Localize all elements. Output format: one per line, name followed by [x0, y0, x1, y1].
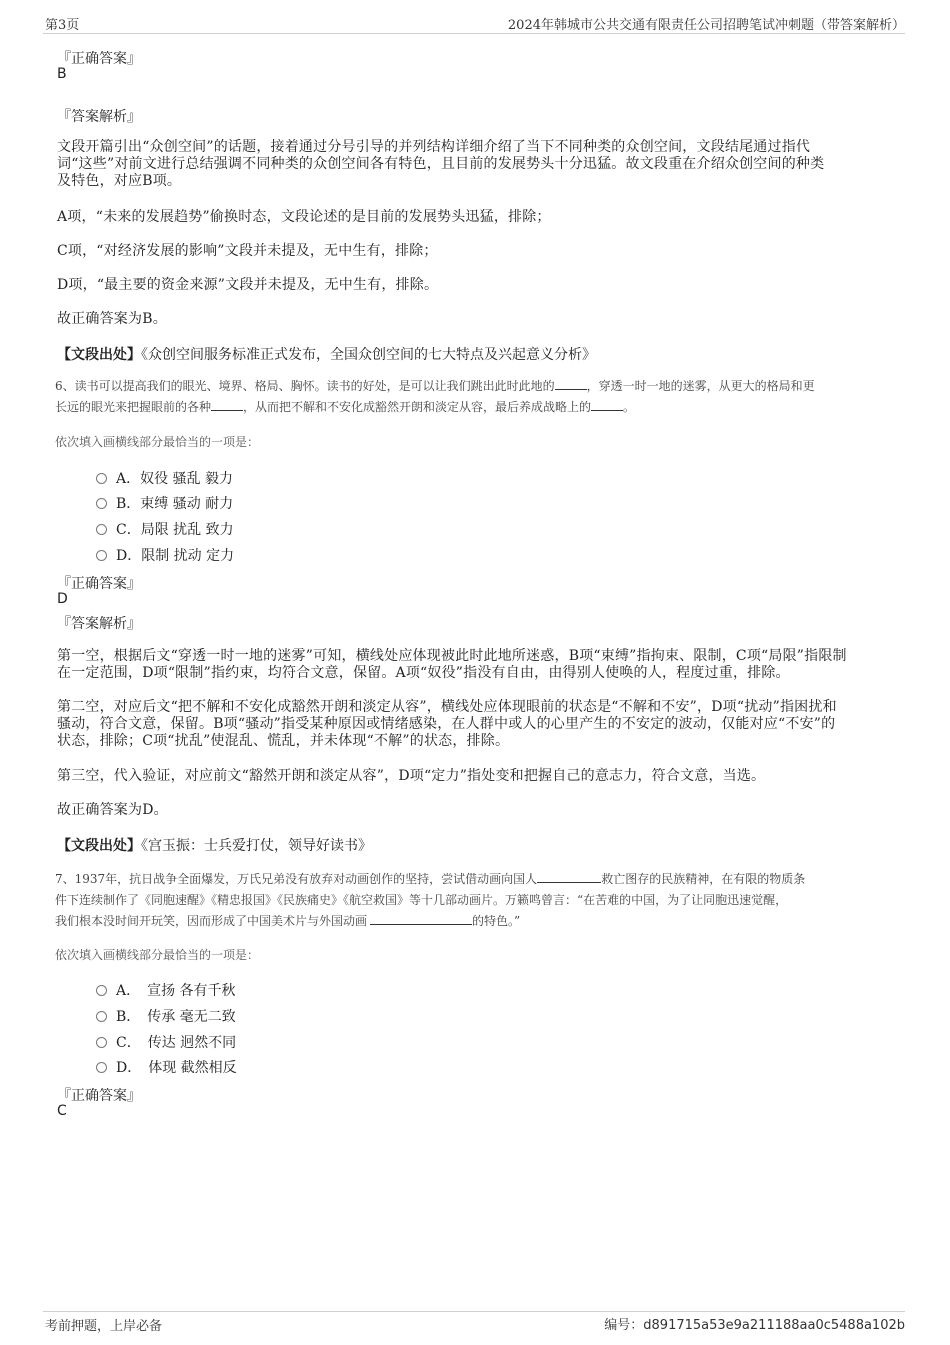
fill-blank	[537, 870, 601, 883]
question-6-hint: 依次填入画横线部分最恰当的一项是：	[55, 435, 260, 449]
source-line	[57, 344, 596, 364]
question-line: 7、1937年，抗日战争全面爆发，万氏兄弟没有放弃对动画创作的坚持，尝试借动画向国人 救亡图存的民族精神，在有限的物质条	[55, 872, 806, 886]
radio-icon[interactable]	[96, 498, 107, 509]
analysis-line: 第二空，对应后文“把不解和不安化成豁然开朗和淡定从容”，横线处应体现眼前的状态是“不解和不安”，D项“扰动”指困扰和	[57, 699, 837, 715]
answer-value: D	[57, 591, 68, 607]
source-label: 【文段出处】	[57, 838, 141, 854]
conclusion: 故正确答案为D。	[57, 802, 168, 818]
answer-value: C	[57, 1103, 67, 1119]
option-a-analysis: A项，“未来的发展趋势”偷换时态，文段论述的是目前的发展势头迅猛，排除；	[57, 209, 551, 225]
analysis-line: 文段开篇引出“众创空间”的话题，接着通过分号引导的并列结构详细介绍了当下不同种类的众创空间，文段结尾通过指代	[57, 139, 811, 155]
analysis-paragraph	[57, 648, 895, 682]
source-text: 《宫玉振：士兵爱打仗，领导好读书》	[141, 838, 372, 854]
radio-icon[interactable]	[96, 524, 107, 535]
answer-value: B	[57, 66, 67, 82]
option-label: A．奴役 骚乱 毅力	[116, 471, 234, 487]
radio-icon[interactable]	[96, 1062, 107, 1073]
analysis-line: 骚动，符合文意，保留。B项“骚动”指受某种原因或情绪感染，在人群中或人的心里产生的不安定的波动，仅能对应“不安”的	[57, 716, 836, 732]
document-title: 2024年韩城市公共交通有限责任公司招聘笔试冲刺题（带答案解析）	[507, 18, 905, 33]
question-7-stem	[55, 869, 905, 932]
q6-option-a[interactable]	[96, 468, 233, 488]
question-line: 6、读书可以提高我们的眼光、境界、格局、胸怀。读书的好处，是可以让我们跳出此时此地的 ，穿透一时一地的迷雾，从更大的格局和更	[55, 379, 815, 393]
answer-label: 『正确答案』	[57, 51, 141, 67]
q7-option-d[interactable]	[96, 1057, 237, 1077]
analysis-line: 及特色，对应B项。	[57, 173, 182, 189]
fill-blank	[370, 912, 472, 925]
option-label: D．限制 扰动 定力	[116, 548, 235, 564]
analysis-paragraph	[57, 139, 895, 190]
analysis-label: 『答案解析』	[57, 616, 141, 632]
radio-icon[interactable]	[96, 985, 107, 996]
answer-label: 『正确答案』	[57, 576, 141, 592]
fill-blank	[555, 377, 587, 390]
radio-icon[interactable]	[96, 1011, 107, 1022]
question-line: 我们根本没时间开玩笑，因而形成了中国美术片与外国动画 的特色。”	[55, 914, 521, 928]
analysis-line: 第一空，根据后文“穿透一时一地的迷雾”可知，横线处应体现被此时此地所迷惑，B项“束缚”指拘束、限制，C项“局限”指限制	[57, 648, 847, 664]
footer-divider	[43, 1311, 905, 1312]
q7-option-c[interactable]	[96, 1032, 236, 1052]
option-label: A． 宣扬 各有千秋	[116, 983, 236, 999]
question-line: 长远的眼光来把握眼前的各种 ，从而把不解和不安化成豁然开朗和淡定从容，最后养成战略上的 。	[55, 400, 636, 414]
footer-slogan: 考前押题，上岸必备	[45, 1319, 163, 1334]
source-line	[57, 835, 372, 855]
page-number: 第3页	[45, 18, 80, 33]
code-label: 编号：	[604, 1318, 644, 1333]
document-code	[604, 1314, 905, 1333]
q7-option-a[interactable]	[96, 980, 236, 1000]
question-line: 件下连续制作了《同胞速醒》《精忠报国》《民族痛史》《航空救国》等十几部动画片。万籁鸣曾言：“在苦难的中国，为了让同胞迅速觉醒，	[55, 893, 788, 907]
q6-option-c[interactable]	[96, 519, 234, 539]
q6-option-b[interactable]	[96, 493, 233, 513]
q6-option-d[interactable]	[96, 545, 234, 565]
option-label: C． 传达 迥然不同	[116, 1035, 237, 1051]
radio-icon[interactable]	[96, 550, 107, 561]
analysis-line: 在一定范围，D项“限制”指约束，均符合文意，保留。A项“奴役”指没有自由，由得别人使唤的人，程度过重，排除。	[57, 665, 790, 681]
radio-icon[interactable]	[96, 473, 107, 484]
header-divider	[43, 33, 905, 34]
source-label: 【文段出处】	[57, 347, 141, 363]
option-c-analysis: C项，“对经济发展的影响”文段并未提及，无中生有，排除；	[57, 243, 438, 259]
option-d-analysis: D项，“最主要的资金来源”文段并未提及，无中生有，排除。	[57, 277, 439, 293]
fill-blank	[591, 398, 623, 411]
analysis-label: 『答案解析』	[57, 109, 141, 125]
analysis-line: 状态，排除；C项“扰乱”使混乱、慌乱，并未体现“不解”的状态，排除。	[57, 733, 510, 749]
analysis-line: 词“这些”对前文进行总结强调不同种类的众创空间各有特色，且目前的发展势头十分迅猛。故文段重在介绍众创空间的种类	[57, 156, 825, 172]
question-7-hint: 依次填入画横线部分最恰当的一项是：	[55, 948, 260, 962]
option-label: C．局限 扰乱 致力	[116, 522, 234, 538]
q7-option-b[interactable]	[96, 1006, 236, 1026]
analysis-paragraph	[57, 699, 895, 750]
option-label: B． 传承 毫无二致	[116, 1009, 236, 1025]
code-value: d891715a53e9a211188aa0c5488a102b	[643, 1318, 905, 1333]
conclusion: 故正确答案为B。	[57, 311, 167, 327]
fill-blank	[211, 398, 243, 411]
radio-icon[interactable]	[96, 1037, 107, 1048]
source-text: 《众创空间服务标准正式发布，全国众创空间的七大特点及兴起意义分析》	[141, 347, 596, 363]
answer-label: 『正确答案』	[57, 1088, 141, 1104]
option-label: D． 体现 截然相反	[116, 1060, 237, 1076]
option-label: B．束缚 骚动 耐力	[116, 496, 234, 512]
analysis-paragraph: 第三空，代入验证，对应前文“豁然开朗和淡定从容”，D项“定力”指处变和把握自己的意志力，符合文意，当选。	[57, 768, 766, 784]
question-6-stem	[55, 376, 905, 418]
